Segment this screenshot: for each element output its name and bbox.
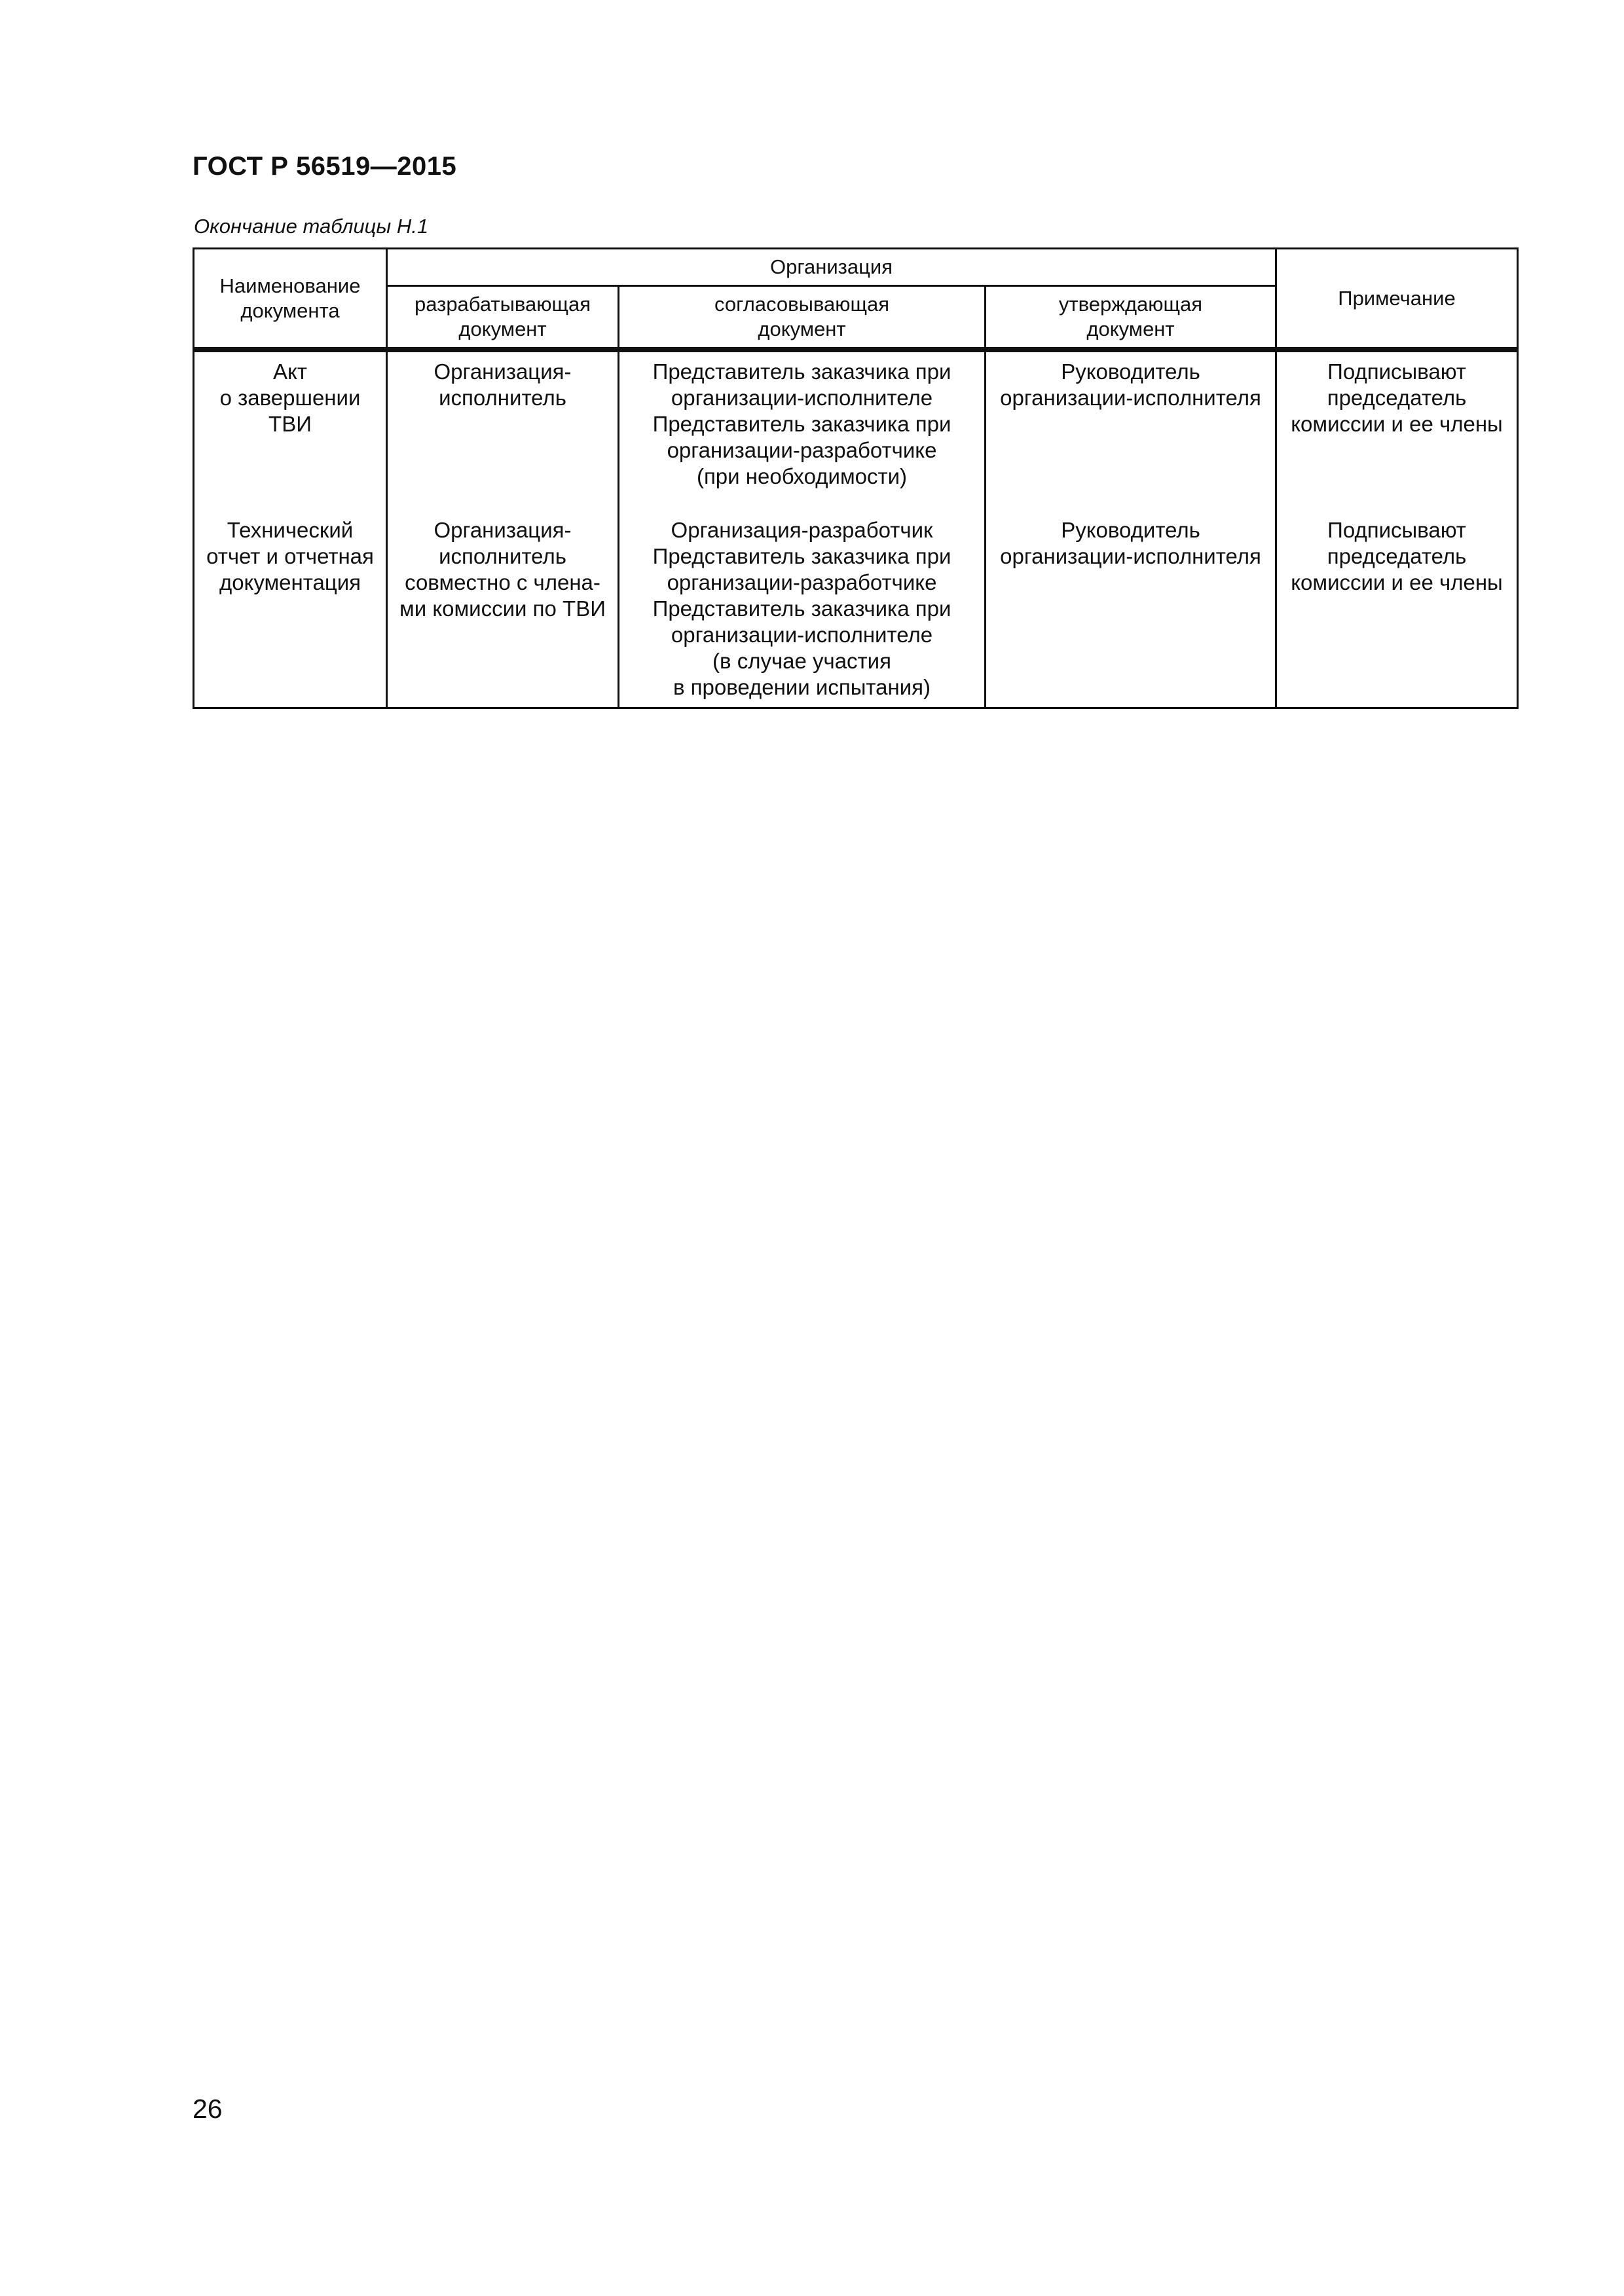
cell-line: ми комиссии по ТВИ <box>399 596 606 621</box>
cell-line: исполнитель <box>439 544 566 568</box>
cell-developing <box>387 350 619 516</box>
header-line: документ <box>758 318 846 340</box>
cell-line: совместно с члена- <box>405 570 600 594</box>
table-row <box>194 350 1518 516</box>
cell-line: ТВИ <box>268 412 312 436</box>
cell-line: комиссии и ее члены <box>1291 412 1503 436</box>
header-agreeing <box>619 286 986 350</box>
header-line: разрабатывающая <box>414 293 591 316</box>
cell-document-name <box>194 516 387 708</box>
header-line: утверждающая <box>1058 293 1203 316</box>
cell-approving <box>986 516 1276 708</box>
cell-line: организации-разработчике <box>667 570 937 594</box>
cell-line: Представитель заказчика при <box>652 412 951 436</box>
cell-document-name <box>194 350 387 516</box>
page-number: 26 <box>193 2094 223 2124</box>
header-approving <box>986 286 1276 350</box>
cell-line: Подписывают <box>1327 359 1466 384</box>
cell-agreeing <box>619 350 986 516</box>
cell-line: Представитель заказчика при <box>652 596 951 621</box>
header-document-name <box>194 249 387 350</box>
table-caption: Окончание таблицы Н.1 <box>194 215 429 238</box>
cell-line: документация <box>219 570 361 594</box>
cell-line: организации-разработчике <box>667 438 937 462</box>
cell-line: Руководитель <box>1061 359 1200 384</box>
cell-line: организации-исполнителя <box>1000 544 1261 568</box>
header-line: согласовывающая <box>714 293 890 316</box>
cell-line: исполнитель <box>439 386 566 410</box>
cell-line: организации-исполнителе <box>671 386 933 410</box>
cell-line: председатель <box>1327 386 1467 410</box>
cell-agreeing <box>619 516 986 708</box>
header-line: документа <box>240 299 340 322</box>
cell-note <box>1276 516 1518 708</box>
cell-line: Акт <box>273 359 307 384</box>
cell-line: (в случае участия <box>712 649 891 673</box>
cell-line: (при необходимости) <box>696 464 908 488</box>
header-line: документ <box>1086 318 1175 340</box>
cell-line: о завершении <box>219 386 361 410</box>
cell-note <box>1276 350 1518 516</box>
table-row <box>194 516 1518 708</box>
cell-line: Представитель заказчика при <box>652 359 951 384</box>
approval-table <box>193 247 1519 709</box>
cell-approving <box>986 350 1276 516</box>
header-line: Наименование <box>219 274 361 297</box>
cell-line: Организация-разработчик <box>671 518 933 542</box>
cell-line: организации-исполнителе <box>671 623 933 647</box>
cell-line: Технический <box>227 518 354 542</box>
cell-line: Руководитель <box>1061 518 1200 542</box>
cell-line: Организация- <box>434 518 572 542</box>
cell-line: Представитель заказчика при <box>652 544 951 568</box>
cell-line: в проведении испытания) <box>673 675 931 699</box>
cell-line: организации-исполнителя <box>1000 386 1261 410</box>
header-note: Примечание <box>1276 249 1518 350</box>
cell-line: Организация- <box>434 359 572 384</box>
document-code-header: ГОСТ Р 56519—2015 <box>193 152 457 181</box>
header-organization: Организация <box>387 249 1276 286</box>
cell-line: Подписывают <box>1327 518 1466 542</box>
cell-line: отчет и отчетная <box>206 544 374 568</box>
header-developing <box>387 286 619 350</box>
cell-developing <box>387 516 619 708</box>
header-line: документ <box>458 318 547 340</box>
cell-line: председатель <box>1327 544 1467 568</box>
cell-line: комиссии и ее члены <box>1291 570 1503 594</box>
